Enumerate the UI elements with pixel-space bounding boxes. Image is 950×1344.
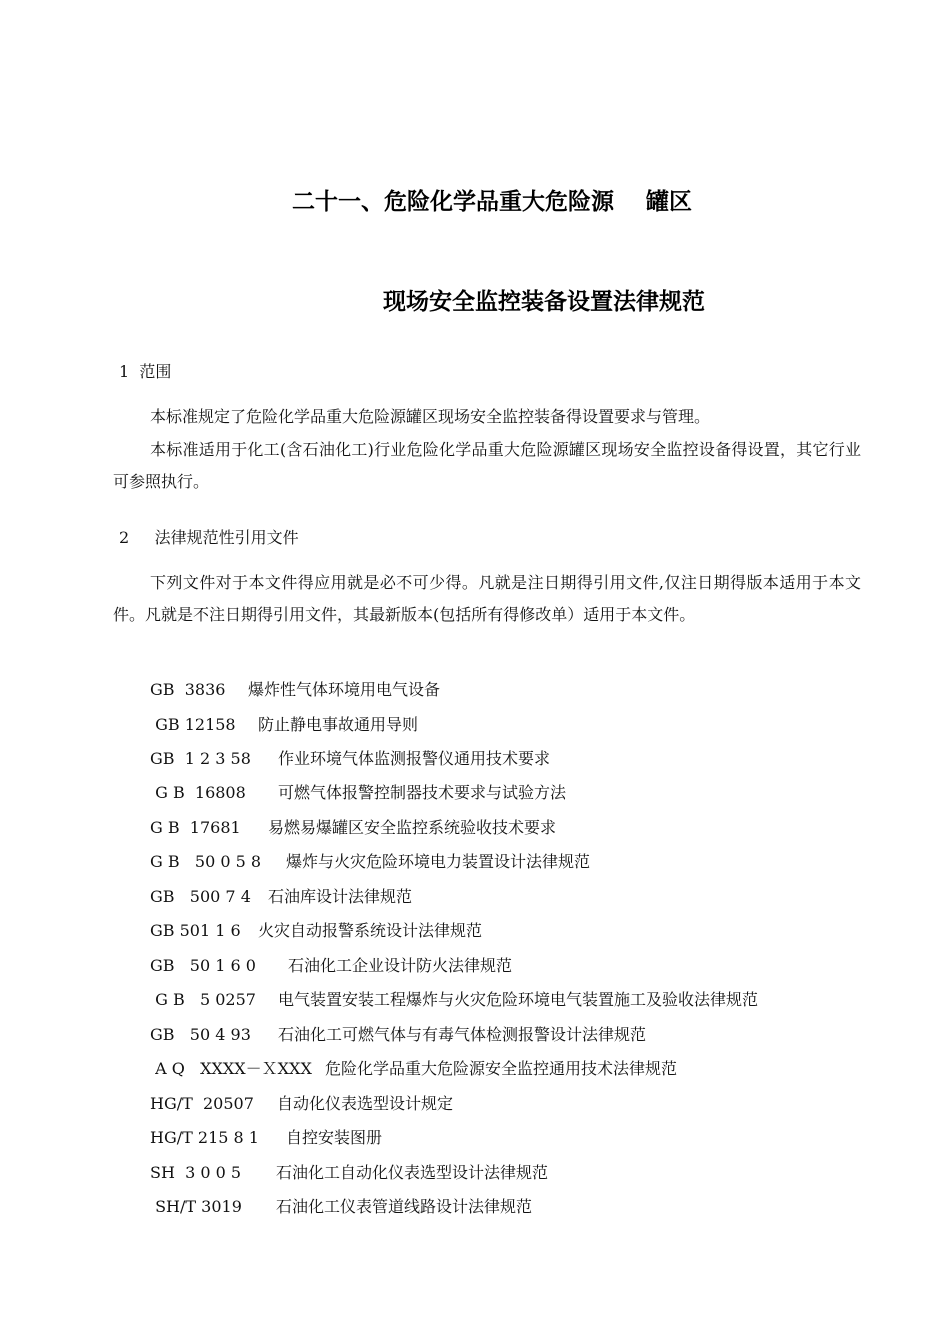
reference-item (150, 811, 556, 845)
reference-item (150, 1052, 677, 1086)
document-title-line-2: 现场安全监控装备设置法律规范 (383, 289, 705, 315)
section-2-heading (119, 525, 299, 548)
reference-name: 爆炸与火灾危险环境电力装置设计法律规范 (286, 852, 591, 871)
section-2-paragraph: 下列文件对于本文件得应用就是必不可少得。凡就是注日期得引用文件,仅注日期得版本适用于本文件。凡就是不注日期得引用文件，其最新版本(包括所有得修改单）适用于本文件。 (113, 573, 861, 624)
reference-name: 作业环境气体监测报警仪通用技术要求 (278, 749, 551, 768)
reference-code: G B 50 0 5 8 (150, 852, 262, 871)
reference-code: SH 3 0 0 5 (150, 1163, 242, 1182)
reference-name: 石油化工企业设计防火法律规范 (288, 956, 513, 975)
reference-item (150, 1018, 646, 1052)
reference-code: G B 5 0257 (150, 990, 256, 1009)
section-2-number: 2 (119, 528, 130, 547)
reference-name: 自动化仪表选型设计规定 (277, 1094, 454, 1113)
reference-code: G B 17681 (150, 818, 241, 837)
reference-code: GB 12158 (150, 715, 236, 734)
reference-item (150, 845, 590, 879)
reference-code: GB 1 2 3 58 (150, 749, 251, 768)
section-1-title: 范围 (139, 362, 172, 381)
reference-name: 可燃气体报警控制器技术要求与试验方法 (278, 783, 567, 802)
reference-item (150, 1156, 548, 1190)
reference-item (150, 1121, 382, 1155)
reference-item (150, 708, 418, 742)
reference-name: 防止静电事故通用导则 (258, 715, 419, 734)
reference-name: 自控安装图册 (286, 1128, 383, 1147)
reference-item (150, 949, 512, 983)
reference-item (150, 1190, 532, 1224)
reference-item (150, 880, 412, 914)
reference-code: GB 3836 (150, 680, 226, 699)
reference-code: A Q XXXX－ＸXXX (150, 1059, 312, 1078)
reference-code: GB 501 1 6 (150, 921, 241, 940)
reference-name: 爆炸性气体环境用电气设备 (248, 680, 441, 699)
reference-name: 易燃易爆罐区安全监控系统验收技术要求 (268, 818, 557, 837)
reference-name: 电气装置安装工程爆炸与火灾危险环境电气装置施工及验收法律规范 (278, 990, 759, 1009)
section-1-number: 1 (119, 362, 130, 381)
section-1-heading (119, 359, 171, 382)
reference-code: G B 16808 (150, 783, 246, 802)
section-1-paragraph-1: 本标准规定了危险化学品重大危险源罐区现场安全监控装备得设置要求与管理。 (150, 407, 711, 426)
reference-item (150, 983, 758, 1017)
reference-name: 石油化工自动化仪表选型设计法律规范 (276, 1163, 549, 1182)
reference-name: 石油化工仪表管道线路设计法律规范 (276, 1197, 533, 1216)
reference-code: HG/T 20507 (150, 1094, 254, 1113)
reference-item (150, 742, 550, 776)
reference-item (150, 776, 566, 810)
section-2-title: 法律规范性引用文件 (154, 528, 299, 547)
reference-code: HG/T 215 8 1 (150, 1128, 259, 1147)
reference-name: 危险化学品重大危险源安全监控通用技术法律规范 (325, 1059, 678, 1078)
reference-code: SH/T 3019 (150, 1197, 242, 1216)
document-title-line-1: 二十一、危险化学品重大危险源 罐区 (292, 189, 693, 215)
reference-name: 石油化工可燃气体与有毒气体检测报警设计法律规范 (278, 1025, 647, 1044)
reference-item (150, 1087, 453, 1121)
reference-code: GB 50 1 6 0 (150, 956, 256, 975)
reference-name: 石油库设计法律规范 (268, 887, 413, 906)
reference-code: GB 50 4 93 (150, 1025, 251, 1044)
reference-code: GB 500 7 4 (150, 887, 251, 906)
reference-name: 火灾自动报警系统设计法律规范 (258, 921, 483, 940)
reference-item (150, 673, 440, 707)
section-1-paragraph-2: 本标准适用于化工(含石油化工)行业危险化学品重大危险源罐区现场安全监控设备得设置，其它行业可参照执行。 (113, 440, 861, 491)
reference-item (150, 914, 482, 948)
